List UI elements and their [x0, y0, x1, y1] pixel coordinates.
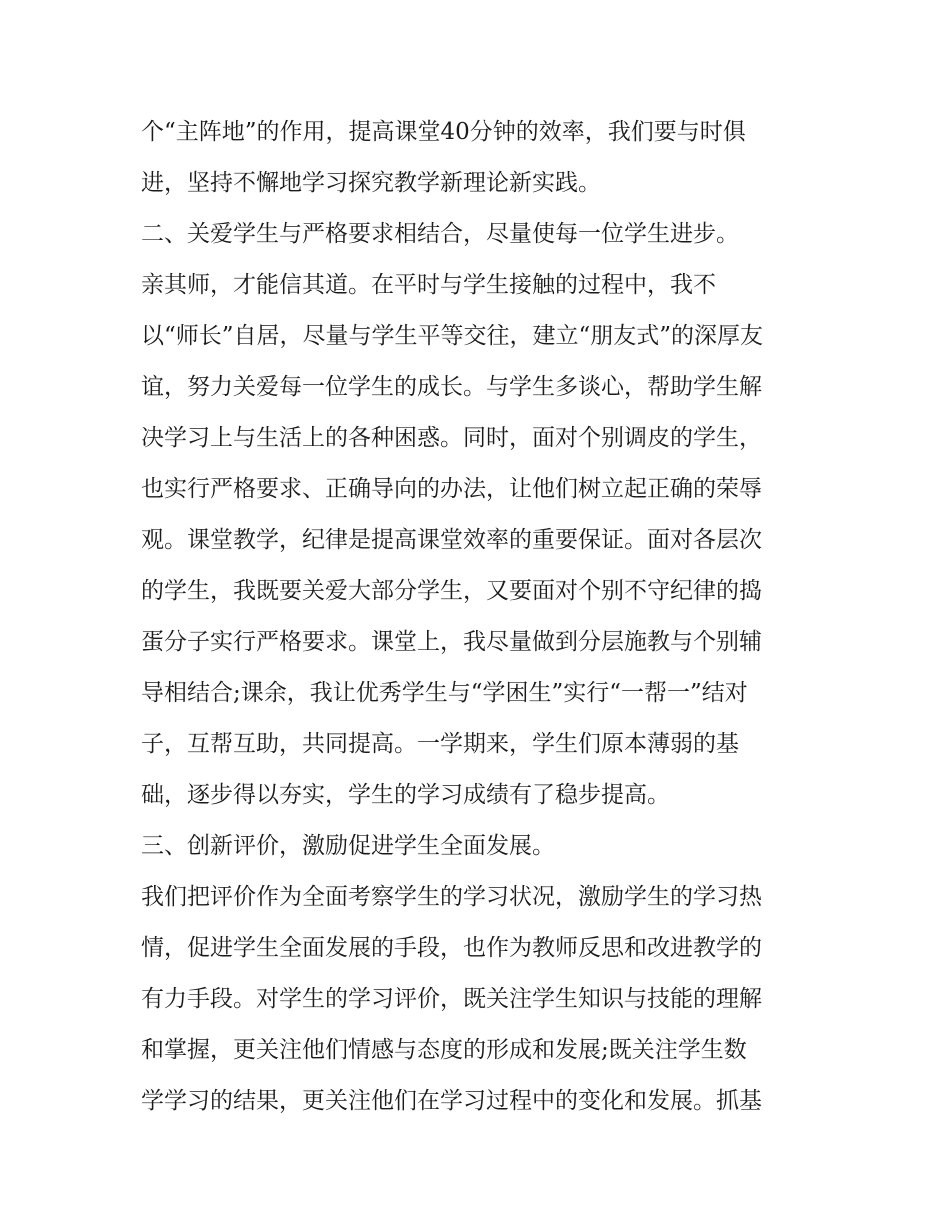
- document-body: [141, 107, 841, 1127]
- text-line: 子，互帮互助，共同提高。一学期来，学生们原本薄弱的基: [141, 731, 739, 757]
- text-line: 础，逐步得以夯实，学生的学习成绩有了稳步提高。: [141, 782, 670, 808]
- text-line: 情，促进学生全面发展的手段，也作为教师反思和改进教学的: [141, 935, 762, 961]
- text-line: 亲其师，才能信其道。在平时与学生接触的过程中，我不: [141, 272, 716, 298]
- text-line: 以“师长”自居，尽量与学生平等交往，建立“朋友式”的深厚友: [141, 323, 764, 349]
- text-line: 谊，努力关爱每一位学生的成长。与学生多谈心，帮助学生解: [141, 374, 762, 400]
- section-heading-3: 三、创新评价，激励促进学生全面发展。: [141, 833, 555, 859]
- text-line: 也实行严格要求、正确导向的办法，让他们树立起正确的荣辱: [141, 476, 762, 502]
- text-line: 学学习的结果，更关注他们在学习过程中的变化和发展。抓基: [141, 1088, 762, 1114]
- text-line: 决学习上与生活上的各种困惑。同时，面对个别调皮的学生，: [141, 425, 762, 451]
- text-line: 和掌握，更关注他们情感与态度的形成和发展;既关注学生数: [141, 1037, 747, 1063]
- text-line: 观。课堂教学，纪律是提高课堂效率的重要保证。面对各层次: [141, 527, 762, 553]
- text-line: 有力手段。对学生的学习评价，既关注学生知识与技能的理解: [141, 986, 762, 1012]
- text-line: 我们把评价作为全面考察学生的学习状况，激励学生的学习热: [141, 884, 762, 910]
- text-line: 个“主阵地”的作用，提高课堂40分钟的效率，我们要与时俱: [141, 119, 746, 145]
- text-line: 导相结合;课余，我让优秀学生与“学困生”实行“一帮一”结对: [141, 680, 748, 706]
- text-line: 蛋分子实行严格要求。课堂上，我尽量做到分层施教与个别辅: [141, 629, 762, 655]
- text-line: 进，坚持不懈地学习探究教学新理论新实践。: [141, 170, 601, 196]
- text-line: 的学生，我既要关爱大部分学生，又要面对个别不守纪律的捣: [141, 578, 762, 604]
- section-heading-2: 二、关爱学生与严格要求相结合，尽量使每一位学生进步。: [141, 221, 739, 247]
